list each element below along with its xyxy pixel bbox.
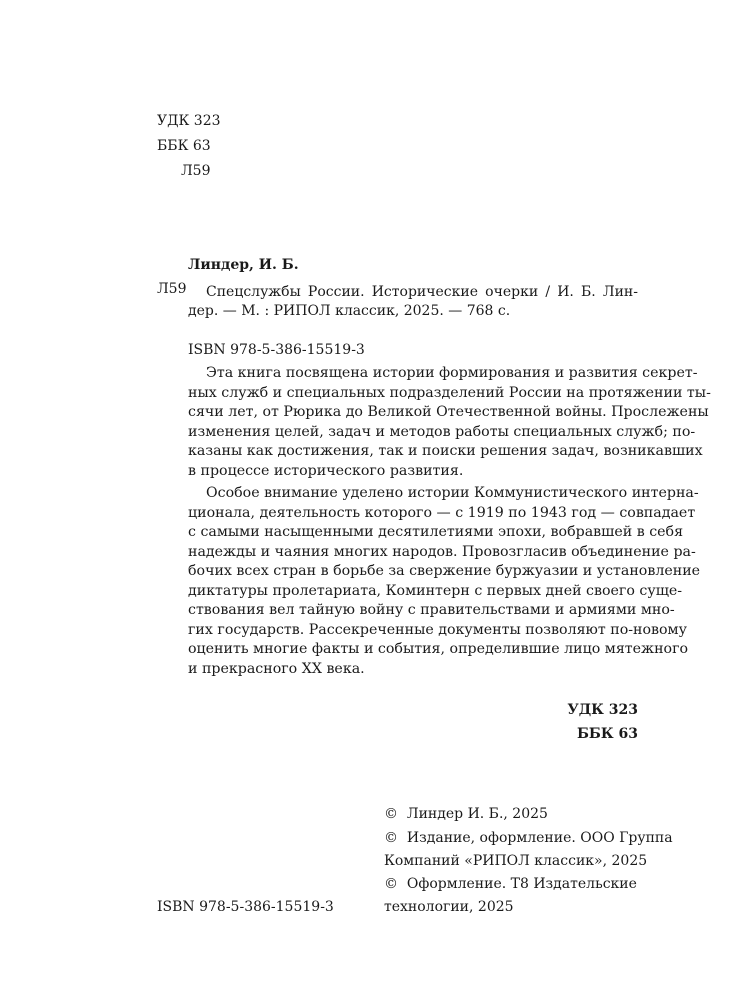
copyright-author: © Линдер И. Б., 2025 — [384, 806, 548, 822]
bib-description — [206, 281, 638, 303]
annotation-line: и прекрасного XX века. — [188, 660, 365, 677]
isbn-entry: ISBN 978-5-386-15519-3 — [188, 342, 365, 358]
annotation-line: казаны как достижения, так и поиски решения задач, возникавших — [188, 443, 703, 459]
annotation-paragraph-1 — [188, 364, 711, 481]
annotation-line: гих государств. Рассекреченные документы позволяют по-новому — [188, 621, 687, 638]
annotation-line: ционала, деятельность которого — с 1919 по 1943 год — совпадает — [188, 504, 696, 521]
copyright-publisher-cont: Компаний «РИПОЛ классик», 2025 — [384, 853, 648, 869]
author-heading: Линдер, И. Б. — [188, 257, 299, 273]
annotation-line: Особое внимание уделено истории Коммунистического интерна- — [206, 485, 699, 501]
udk-code-bottom: УДК 323 — [567, 702, 638, 718]
author-sign-entry: Л59 — [157, 281, 187, 297]
bib-line: Спецслужбы России. Исторические очерки / И. Б. Лин- — [206, 284, 638, 300]
annotation-line: ных служб и специальных подразделений России на протяжении ты- — [188, 384, 711, 401]
annotation-line: с самыми насыщенными десятилетиями эпохи, вобравшей в себя — [188, 524, 684, 540]
copyright-design-cont: технологии, 2025 — [384, 899, 514, 915]
annotation-line: оценить многие факты и события, определившие лицо мятежного — [188, 641, 689, 657]
annotation-line: в процессе исторического развития. — [188, 462, 464, 479]
annotation-line: надежды и чаяния многих народов. Провозгласив объединение ра- — [188, 543, 696, 560]
annotation-line: изменения целей, задач и методов работы специальных служб; по- — [188, 423, 696, 440]
author-sign-top: Л59 — [181, 163, 211, 179]
bbk-code: ББК 63 — [157, 138, 211, 154]
bib-line-2: дер. — М. : РИПОЛ классик, 2025. — 768 с. — [188, 303, 511, 319]
copyright-publisher: © Издание, оформление. ООО Группа — [384, 830, 673, 846]
bbk-code-bottom: ББК 63 — [576, 726, 638, 742]
copyright-design: © Оформление. Т8 Издательские — [384, 876, 637, 892]
annotation-line: диктатуры пролетариата, Коминтерн с первых дней своего суще- — [188, 582, 683, 599]
annotation-line: бочих всех стран в борьбе за свержение буржуазии и установление — [188, 563, 701, 579]
annotation-paragraph-2 — [188, 484, 701, 679]
annotation-line: ствования вел тайную войну с правительствами и армиями мно- — [188, 602, 675, 618]
annotation-line: сячи лет, от Рюрика до Великой Отечественной войны. Прослежены — [188, 404, 709, 420]
udk-code: УДК 323 — [157, 113, 221, 129]
annotation-line: Эта книга посвящена истории формирования и развития секрет- — [206, 365, 698, 381]
isbn-footer: ISBN 978-5-386-15519-3 — [157, 899, 334, 915]
